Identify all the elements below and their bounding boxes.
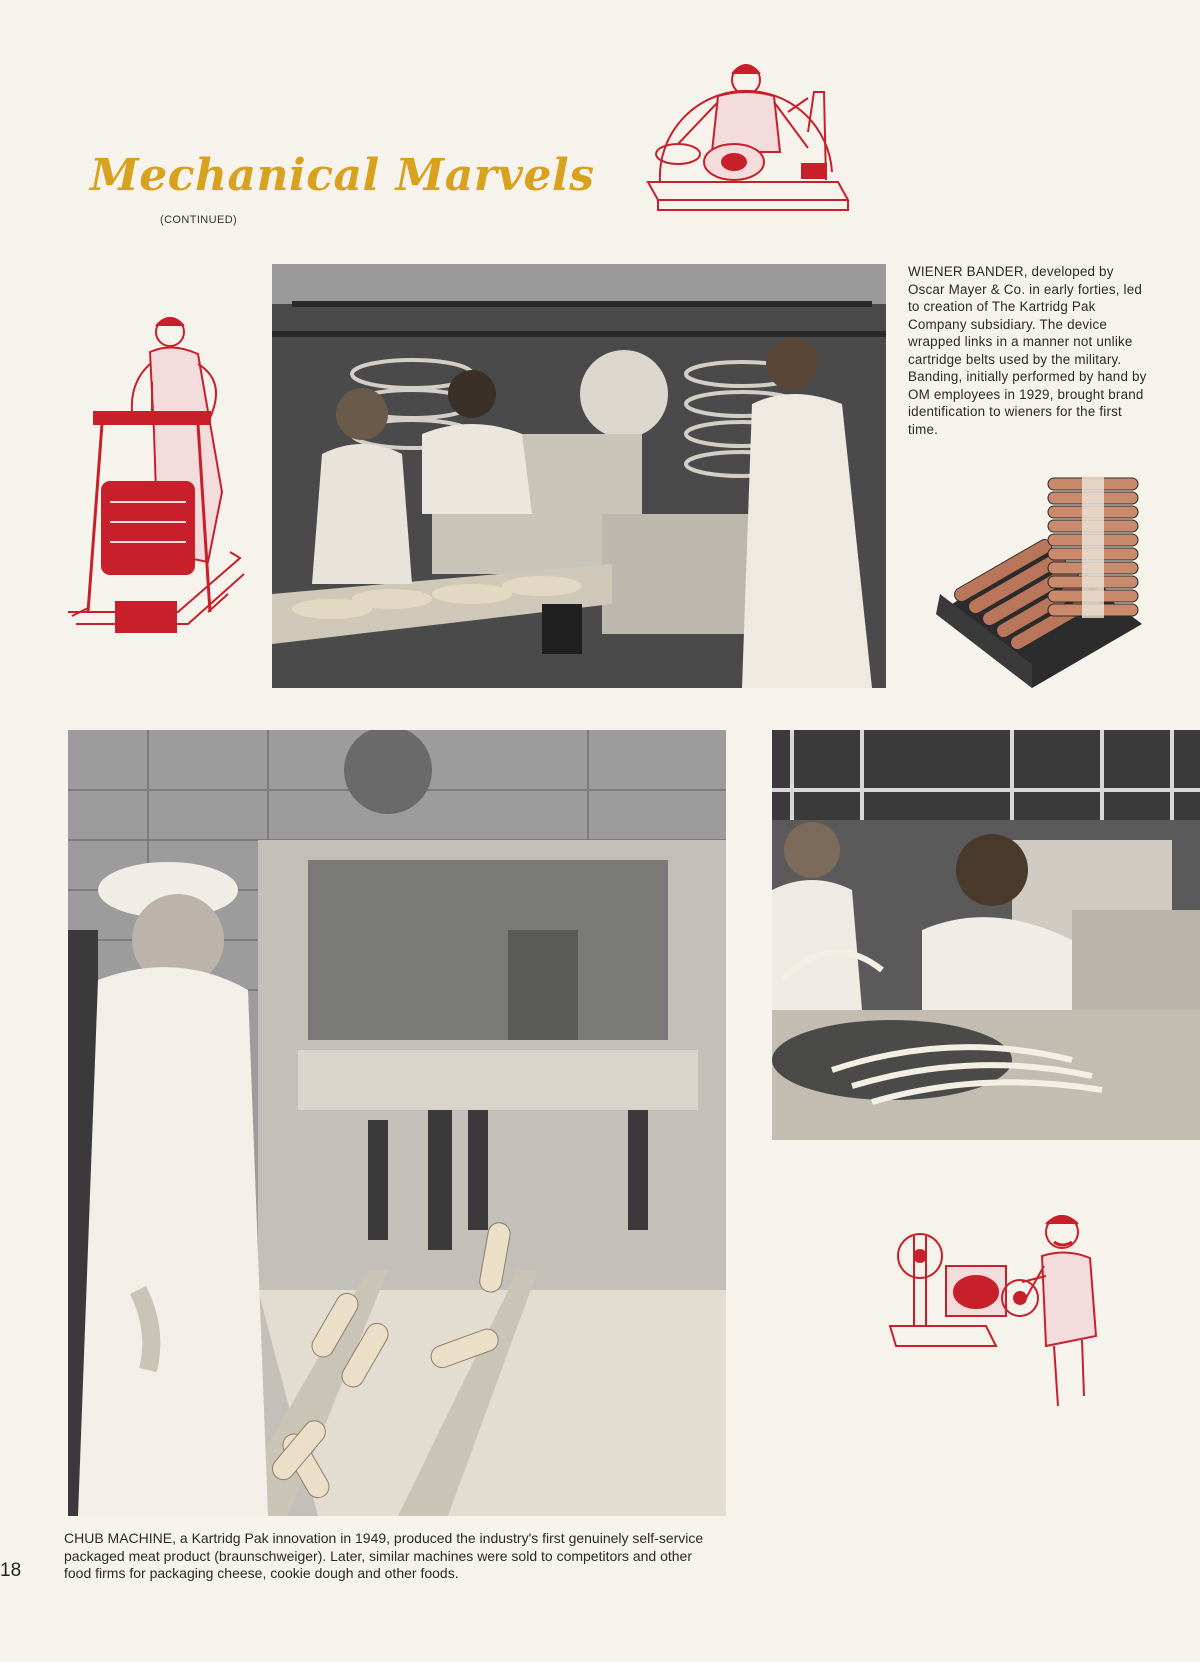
sausage-linking-photo (772, 730, 1200, 1140)
wiener-bander-caption: WIENER BANDER, developed by Oscar Mayer & Co. in early forties, led to creation of The Kartridg Pak Company subsidiary. The device wrapped links in a manner not unlike cartridge belts used by the military. Banding, initially performed by hand by OM employees in 1929, brought brand identification to wieners for the first time. (908, 264, 1147, 437)
chub-machine-photo (68, 730, 726, 1516)
page-number: 18 (0, 1560, 22, 1581)
continued-label: (CONTINUED) (160, 214, 238, 226)
chub-machine-caption: CHUB MACHINE, a Kartridg Pak innovation in 1949, produced the industry's first genuinely self-service packaged meat product (braunschweiger). Later, similar machines were sold to competitors and other food firms for packaging cheese, cookie dough and other foods. (64, 1530, 704, 1582)
butcher-slicing-ham-illustration (638, 52, 854, 218)
butcher-with-sausage-press-illustration (58, 312, 248, 658)
butcher-with-meat-slicer-illustration (886, 1206, 1104, 1416)
page-title: Mechanical Marvels (90, 150, 595, 201)
banded-wieners-package-illustration (932, 474, 1152, 690)
wiener-bander-photo (272, 264, 886, 688)
